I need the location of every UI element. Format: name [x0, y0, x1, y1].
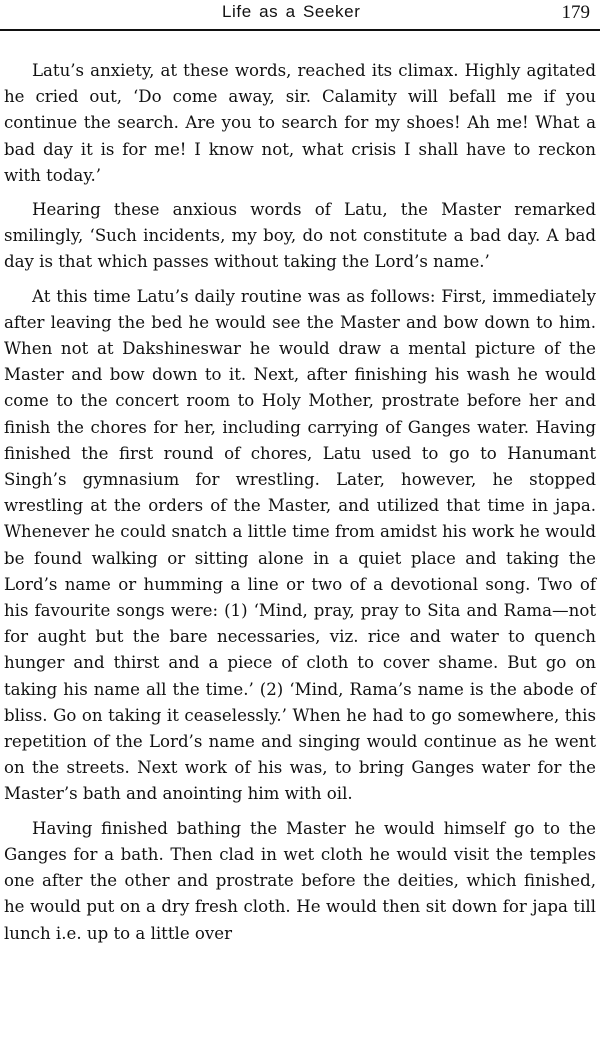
running-head — [0, 0, 600, 36]
body-text — [4, 58, 596, 947]
paragraph: Hearing these anxious words of Latu, the Master remarked smilingly, ‘Such incidents, my boy, do not constitute a bad day. A bad day is that which passes without taking the Lord’s name.’ — [4, 200, 596, 272]
paragraph: At this time Latu’s daily routine was as follows: First, immediately after leaving the bed he would see the Master and bow down to him. When not at Dakshineswar he would draw a mental picture of the Master and bow down to it. Next, after finishing his wash he would come to the concert room to Holy Mother, prostrate before her and finish the chores for her, including carrying of Ganges water. Having finished the first round of chores, Latu used to go to Hanumant Singh’s gymnasium for wrestling. Later, however, he stopped wrestling at the orders of the Master, and utilized that time in japa. Whenever he could snatch a little time from amidst his work he would be found walking or sitting alone in a quiet place and taking the Lord’s name or humming a line or two of a devotional song. Two of his favourite songs were: (1) ‘Mind, pray, pray to Sita and Rama—not for aught but the bare necessaries, viz. rice and water to quench hunger and thirst and a piece of cloth to cover shame. But go on taking his name all the time.’ (2) ‘Mind, Rama’s name is the abode of bliss. Go on taking it ceaselessly.’ When he had to go somewhere, this repetition of the Lord’s name and singing would continue as he went on the streets. Next work of his was, to bring Ganges water for the Master’s bath and anointing him with oil. — [4, 286, 596, 804]
paragraph: Latu’s anxiety, at these words, reached its climax. Highly agitated he cried out, ‘Do come away, sir. Calamity will befall me if you continue the search. Are you to search for my shoes! Ah me! What a bad day it is for me! I know not, what crisis I shall have to reckon with today.’ — [4, 61, 596, 185]
running-title: Life as a Seeker — [222, 2, 361, 21]
paragraph: Having finished bathing the Master he would himself go to the Ganges for a bath. Then clad in wet cloth he would visit the temples one after the other and prostrate before the deities, which finished, he would put on a dry fresh cloth. He would then sit down for japa till lunch i.e. up to a little over — [4, 818, 596, 943]
page-number: 179 — [561, 2, 590, 23]
header-rule — [0, 29, 600, 31]
